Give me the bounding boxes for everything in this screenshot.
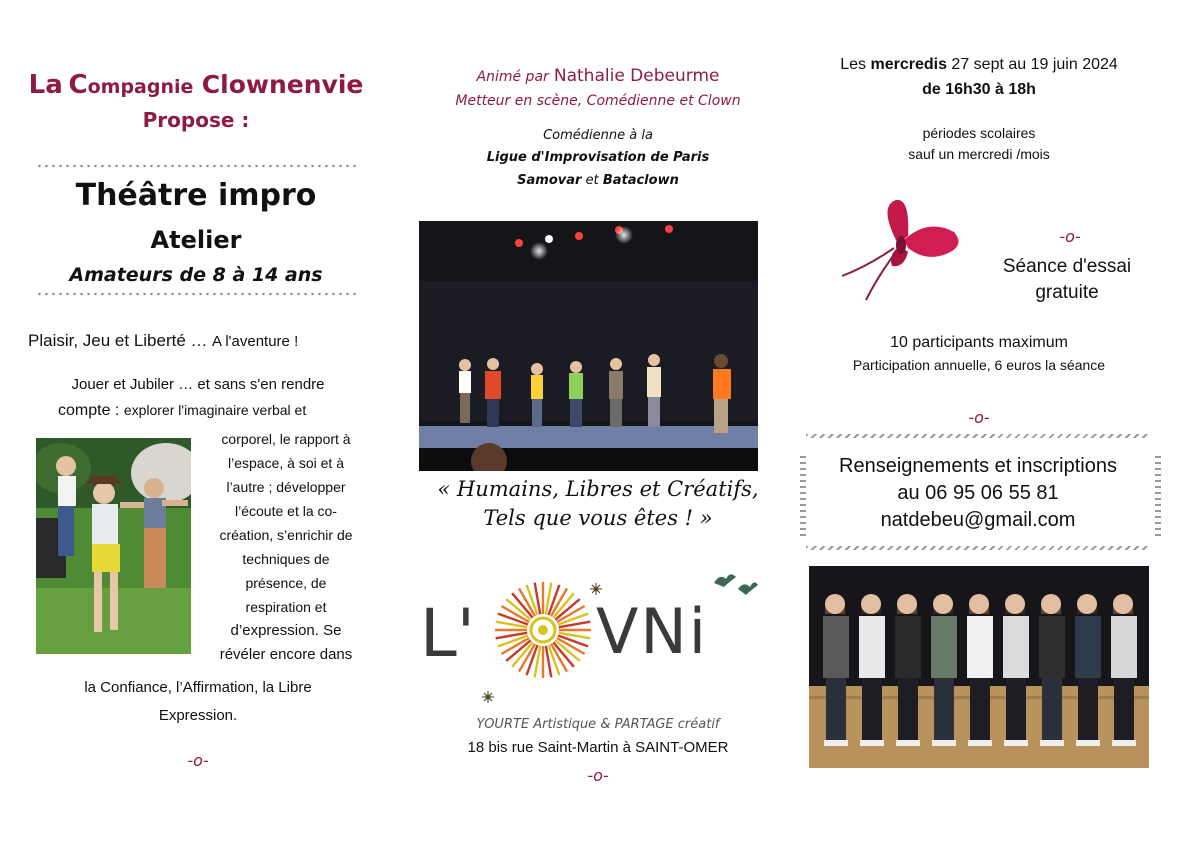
separator-right-2: -o- xyxy=(968,408,990,427)
butterfly-icon xyxy=(838,196,970,304)
sunburst-logo-icon xyxy=(488,575,598,685)
samovar-label: Samovar xyxy=(517,173,582,188)
dashed-side-right xyxy=(1155,456,1161,536)
schedule-days xyxy=(800,56,1158,74)
group-member xyxy=(859,594,885,746)
wrap-line: d’expression. Se xyxy=(230,622,342,639)
contact-email[interactable]: natdebeu@gmail.com xyxy=(880,509,1076,531)
wrap-line: corporel, le rapport à xyxy=(221,431,351,447)
yourte-tagline: YOURTE Artistique & PARTAGE créatif xyxy=(476,717,720,732)
company-heading xyxy=(20,70,372,100)
description-wrap xyxy=(196,427,376,667)
animated-by xyxy=(398,66,798,86)
dotted-divider-top xyxy=(36,163,360,169)
workshop-title: Théâtre impro xyxy=(75,178,317,213)
separator-middle: -o- xyxy=(587,766,609,785)
group-member xyxy=(967,594,993,746)
group-photo xyxy=(809,566,1149,768)
wrap-line: techniques de xyxy=(242,551,330,567)
workshop-subtitle: Atelier xyxy=(150,226,242,254)
company-ompagnie: ompagnie xyxy=(87,76,194,98)
slogan-main: Plaisir, Jeu et Liberté … xyxy=(28,331,208,350)
logo-letter-l: L' xyxy=(420,595,475,672)
wrap-line: l’autre ; développer xyxy=(226,479,346,495)
separator-left: -o- xyxy=(187,751,209,770)
birds-icon xyxy=(710,569,760,599)
group-member xyxy=(1003,594,1029,746)
wrap-line: l’espace, à soi et à xyxy=(228,455,344,471)
animated-by-label: Animé par xyxy=(476,69,549,85)
description-end-2: Expression. xyxy=(158,707,238,724)
description-explorer: explorer l'imaginaire verbal et xyxy=(123,402,307,418)
school-periods-2: sauf un mercredi /mois xyxy=(908,146,1050,162)
group-member xyxy=(1075,594,1101,746)
slogan-end: A l'aventure ! xyxy=(211,333,299,350)
wrap-line: présence, de xyxy=(245,575,327,591)
group-member xyxy=(931,594,957,746)
motto-line-2: Tels que vous êtes ! » xyxy=(483,506,713,530)
group-member xyxy=(823,594,849,746)
company-name: Clownenvie xyxy=(201,70,364,99)
group-member xyxy=(1039,594,1065,746)
group-member xyxy=(1111,594,1137,746)
description-compte: compte : xyxy=(58,402,120,419)
description-line-2 xyxy=(58,402,368,420)
contact-heading: Renseignements et inscriptions xyxy=(839,455,1117,477)
separator-right-1: -o- xyxy=(1059,227,1081,246)
school-periods-1: périodes scolaires xyxy=(922,125,1036,141)
bataclown-label: Bataclown xyxy=(602,173,679,188)
trial-session-2: gratuite xyxy=(1035,282,1099,303)
dashed-divider-top xyxy=(806,434,1150,438)
venue-address: 18 bis rue Saint-Martin à SAINT-OMER xyxy=(467,739,729,756)
description-end-1: la Confiance, l’Affirmation, la Libre xyxy=(84,679,312,696)
contact-phone: au 06 95 06 55 81 xyxy=(897,482,1059,504)
wrap-line: respiration et xyxy=(245,599,327,615)
dashed-divider-bottom xyxy=(806,546,1150,550)
star-icon xyxy=(590,583,602,595)
slogan xyxy=(28,331,368,351)
wrap-line: révéler encore dans xyxy=(219,646,353,663)
wrap-line: création, s’enrichir de xyxy=(219,527,353,543)
trial-session-1: Séance d'essai xyxy=(1002,256,1132,277)
wrap-line: l’écoute et la co- xyxy=(235,503,337,519)
schedule-les: Les xyxy=(840,56,867,73)
league-name: Ligue d'Improvisation de Paris xyxy=(486,150,710,165)
logo-letters-vni: VNi xyxy=(596,595,709,668)
age-range: Amateurs de 8 à 14 ans xyxy=(69,264,323,286)
animator-name: Nathalie Debeurme xyxy=(553,66,720,86)
participation-fee: Participation annuelle, 6 euros la séance xyxy=(852,357,1106,373)
ovni-logo xyxy=(418,575,763,705)
max-participants: 10 participants maximum xyxy=(890,334,1068,351)
group-member xyxy=(895,594,921,746)
dotted-divider-bottom xyxy=(36,291,360,297)
kids-garden-photo xyxy=(36,438,191,654)
schedule-dates: 27 sept au 19 juin 2024 xyxy=(951,56,1118,73)
company-la: La xyxy=(28,70,63,100)
schedule-hours: de 16h30 à 18h xyxy=(922,81,1036,98)
et-label: et xyxy=(585,173,599,188)
animator-roles: Metteur en scène, Comédienne et Clown xyxy=(455,93,741,109)
star-icon xyxy=(482,691,494,703)
description-line-1: Jouer et Jubiler … et sans s'en rendre xyxy=(71,376,325,393)
stage-performance-photo xyxy=(419,221,758,471)
motto-line-1: « Humains, Libres et Créatifs, xyxy=(437,477,759,501)
propose-label: Propose : xyxy=(142,108,250,132)
comedienne-label: Comédienne à la xyxy=(543,128,653,143)
schedule-mercredis: mercredis xyxy=(870,56,947,73)
company-c: C xyxy=(68,70,88,100)
groups-line xyxy=(398,173,798,188)
